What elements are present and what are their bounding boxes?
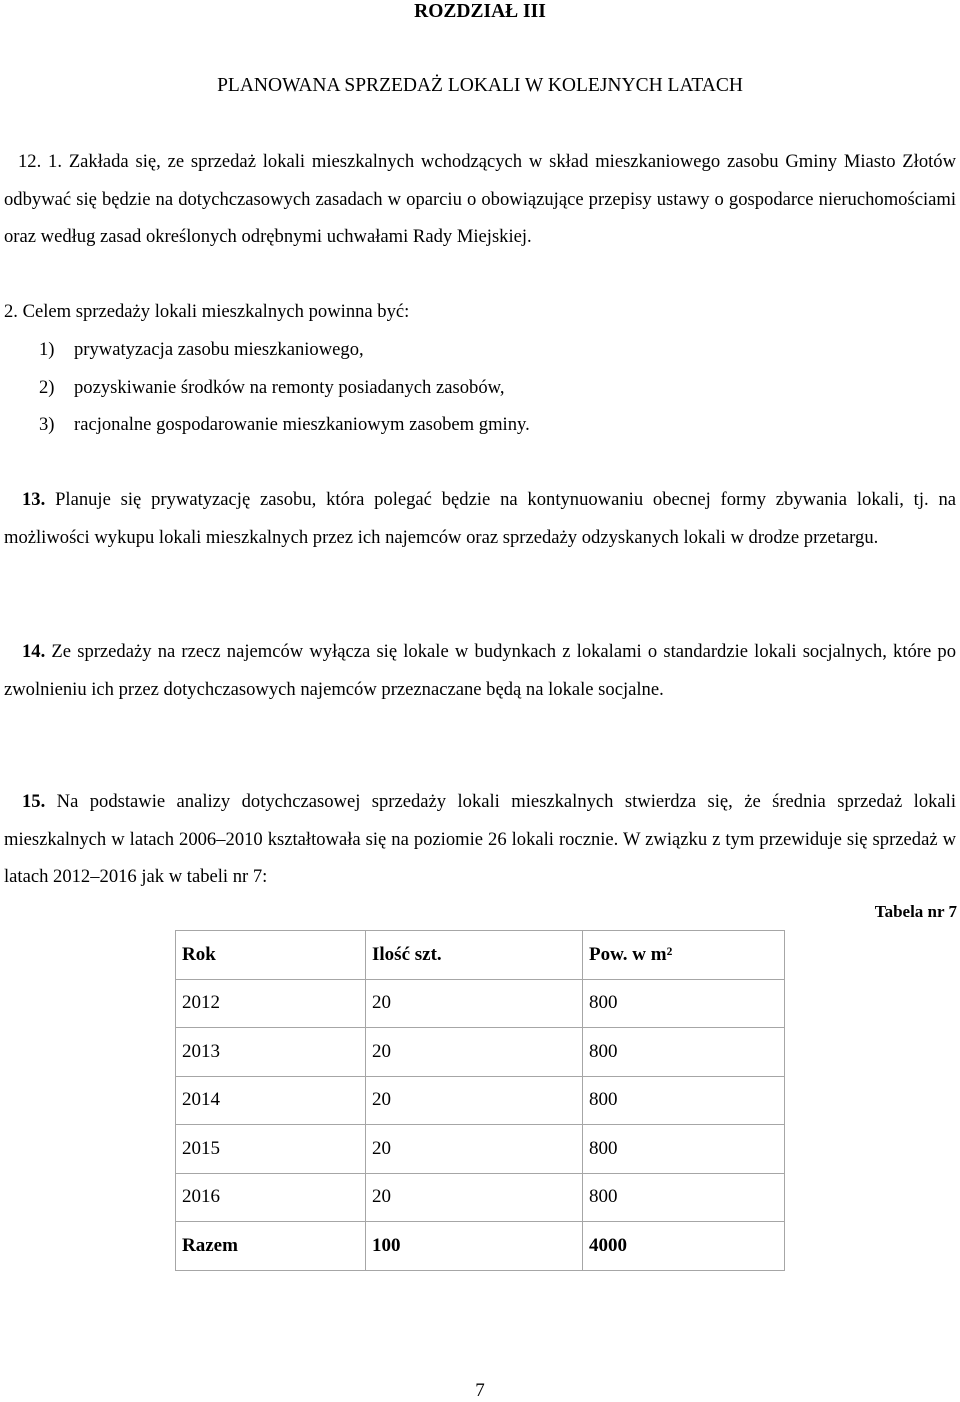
list-item: 1) prywatyzacja zasobu mieszkaniowego, [39, 339, 364, 360]
paragraph-14-text: Ze sprzedaży na rzecz najemców wyłącza się lokale w budynkach z lokalami o standardzie lokali socjalnych, które po zwolnieniu ich przez dotychczasowych najemców przeznaczane będą na lokale socjalne. [4, 641, 956, 700]
sales-table [175, 930, 785, 1271]
header-quantity: Ilość szt. [366, 931, 583, 980]
table-total-row: Razem 100 4000 [176, 1222, 785, 1271]
paragraph-13 [4, 481, 956, 556]
table-row: 2015 20 800 [176, 1125, 785, 1174]
paragraph-13-number: 13. [22, 489, 46, 510]
header-year: Rok [176, 931, 366, 980]
table-row: 2016 20 800 [176, 1173, 785, 1222]
goals-list [39, 331, 530, 444]
paragraph-14 [4, 633, 956, 708]
table-row: 2013 20 800 [176, 1028, 785, 1077]
paragraph-12-sub2: 2. Celem sprzedaży lokali mieszkalnych powinna być: [4, 301, 410, 322]
paragraph-15 [4, 783, 956, 896]
paragraph-12 [4, 143, 956, 256]
paragraph-15-text: Na podstawie analizy dotychczasowej sprzedaży lokali mieszkalnych stwierdza się, że średnia sprzedaż lokali mieszkalnych w latach 2006–2010 kształtowała się na poziomie 26 lokali rocznie. W związku z tym przewiduje się sprzedaż w latach 2012–2016 jak w tabeli nr 7: [4, 791, 956, 887]
paragraph-12-text: Zakłada się, ze sprzedaż lokali mieszkalnych wchodzących w skład mieszkaniowego zasobu Gminy Miasto Złotów odbywać się będzie na dotychczasowych zasadach w oparciu o obowiązujące przepisy ustawy o gospodarce nieruchomościami oraz według zasad określonych odrębnymi uchwałami Rady Miejskiej. [4, 151, 957, 247]
table-row: 2014 20 800 [176, 1076, 785, 1125]
page-number: 7 [475, 1380, 485, 1401]
chapter-heading: ROZDZIAŁ III [414, 1, 546, 22]
paragraph-14-number: 14. [22, 641, 46, 662]
paragraph-13-text: Planuje się prywatyzację zasobu, która polegać będzie na kontynuowaniu obecnej formy zbywania lokali, tj. na możliwości wykupu lokali mieszkalnych przez ich najemców oraz sprzedaży odzyskanych lokali w drodze przetargu. [4, 489, 956, 548]
list-item: 2) pozyskiwanie środków na remonty posiadanych zasobów, [39, 376, 505, 398]
list-item: 3) racjonalne gospodarowanie mieszkaniowym zasobem gminy. [39, 414, 530, 435]
header-area: Pow. w m² [583, 931, 785, 980]
paragraph-15-number: 15. [22, 791, 46, 812]
table-header-row [176, 931, 785, 980]
paragraph-12-number: 12. 1. [18, 151, 62, 172]
table-row: 2012 20 800 [176, 979, 785, 1028]
table-caption: Tabela nr 7 [874, 902, 957, 921]
chapter-title: PLANOWANA SPRZEDAŻ LOKALI W KOLEJNYCH LATACH [217, 75, 743, 96]
